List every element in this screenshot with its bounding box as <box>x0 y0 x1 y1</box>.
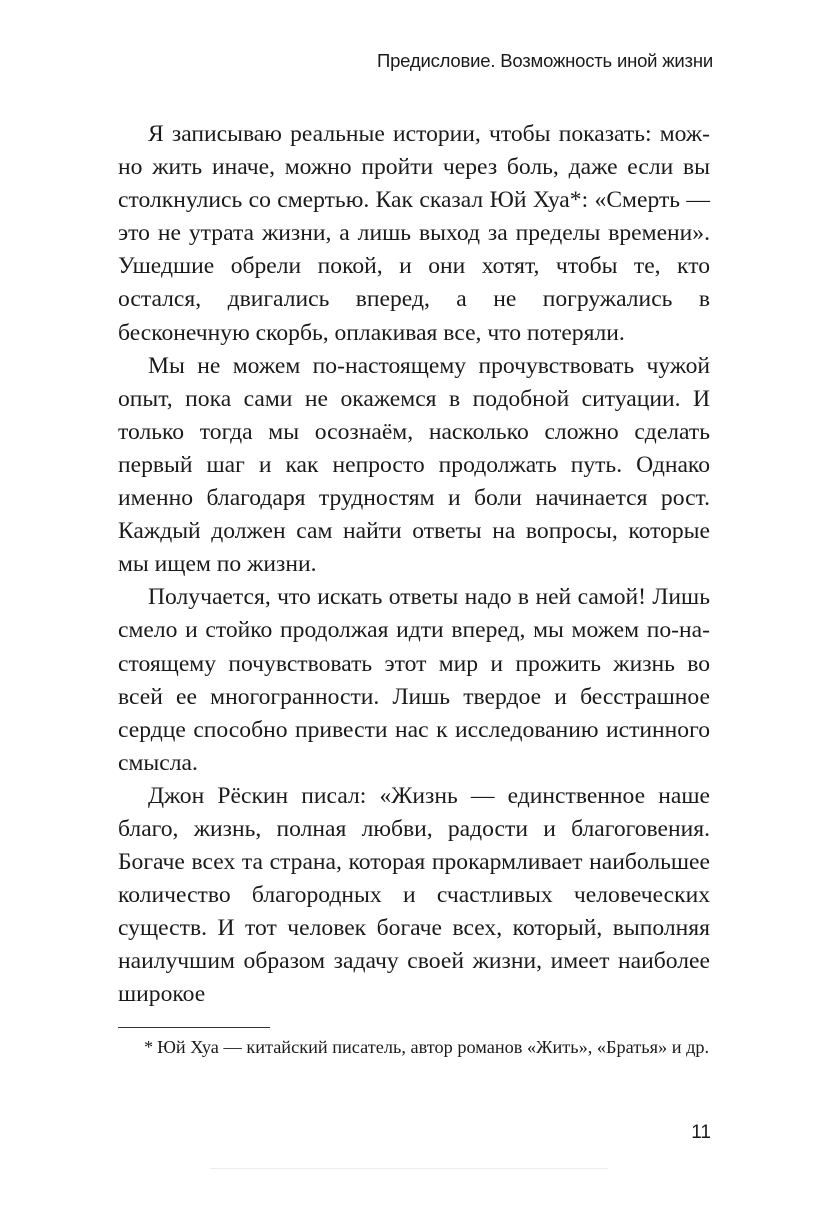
footnote-marker: * <box>144 1037 154 1057</box>
footnote-divider <box>118 1027 270 1028</box>
paragraph-2: Мы не можем по-настоящему прочувствовать чужой опыт, пока сами не окажемся в подобной ситуации. И только тогда мы осознаём, насколько сложно сделать первый шаг и как непросто продолжать путь. Однако именно благодаря трудностям и боли начинается рост. Каждый должен сам найти ответы на вопросы, которые мы ищем по жизни. <box>118 352 710 578</box>
page-number: 11 <box>691 1122 711 1143</box>
scan-edge-line <box>210 1168 608 1169</box>
paragraph-1: Я записываю реальные истории, чтобы показать: можно жить иначе, можно пройти через боль, даже если вы столкнулись со смертью. Как сказал Юй Хуа*: «Смерть — это не утрата жизни, а лишь выход за пределы времени». Ушедшие обрели покой, и они хотят, чтобы те, кто остался, двигались вперед, а не погружались в бесконечную скорбь, оплакивая все, что потеряли. <box>118 121 710 346</box>
body-text <box>118 118 710 1012</box>
paragraph-3: Получается, что искать ответы надо в ней самой! Лишь смело и стойко продолжая идти вперед, мы можем по-настоящему почувствовать этот мир и прожить жизнь во всей ее многогранности. Лишь твердое и бесстрашное сердце способно привести нас к исследованию истинного смысла. <box>118 584 710 776</box>
footnote <box>118 1034 710 1062</box>
running-header-title: Предисловие. Возможность иной жизни <box>376 50 713 71</box>
paragraph-4: Джон Рёскин писал: «Жизнь — единственное наше благо, жизнь, полная любви, радости и благоговения. Богаче всех та страна, которая прокармливает наибольшее количество благородных и счастливых человеческих существ. И тот человек богаче всех, который, выполняя наилучшим образом задачу своей жизни, имеет наиболее широкое <box>118 782 710 1008</box>
footnote-text: Юй Хуа — китайский писатель, автор романов «Жить», «Братья» и др. <box>157 1037 710 1057</box>
